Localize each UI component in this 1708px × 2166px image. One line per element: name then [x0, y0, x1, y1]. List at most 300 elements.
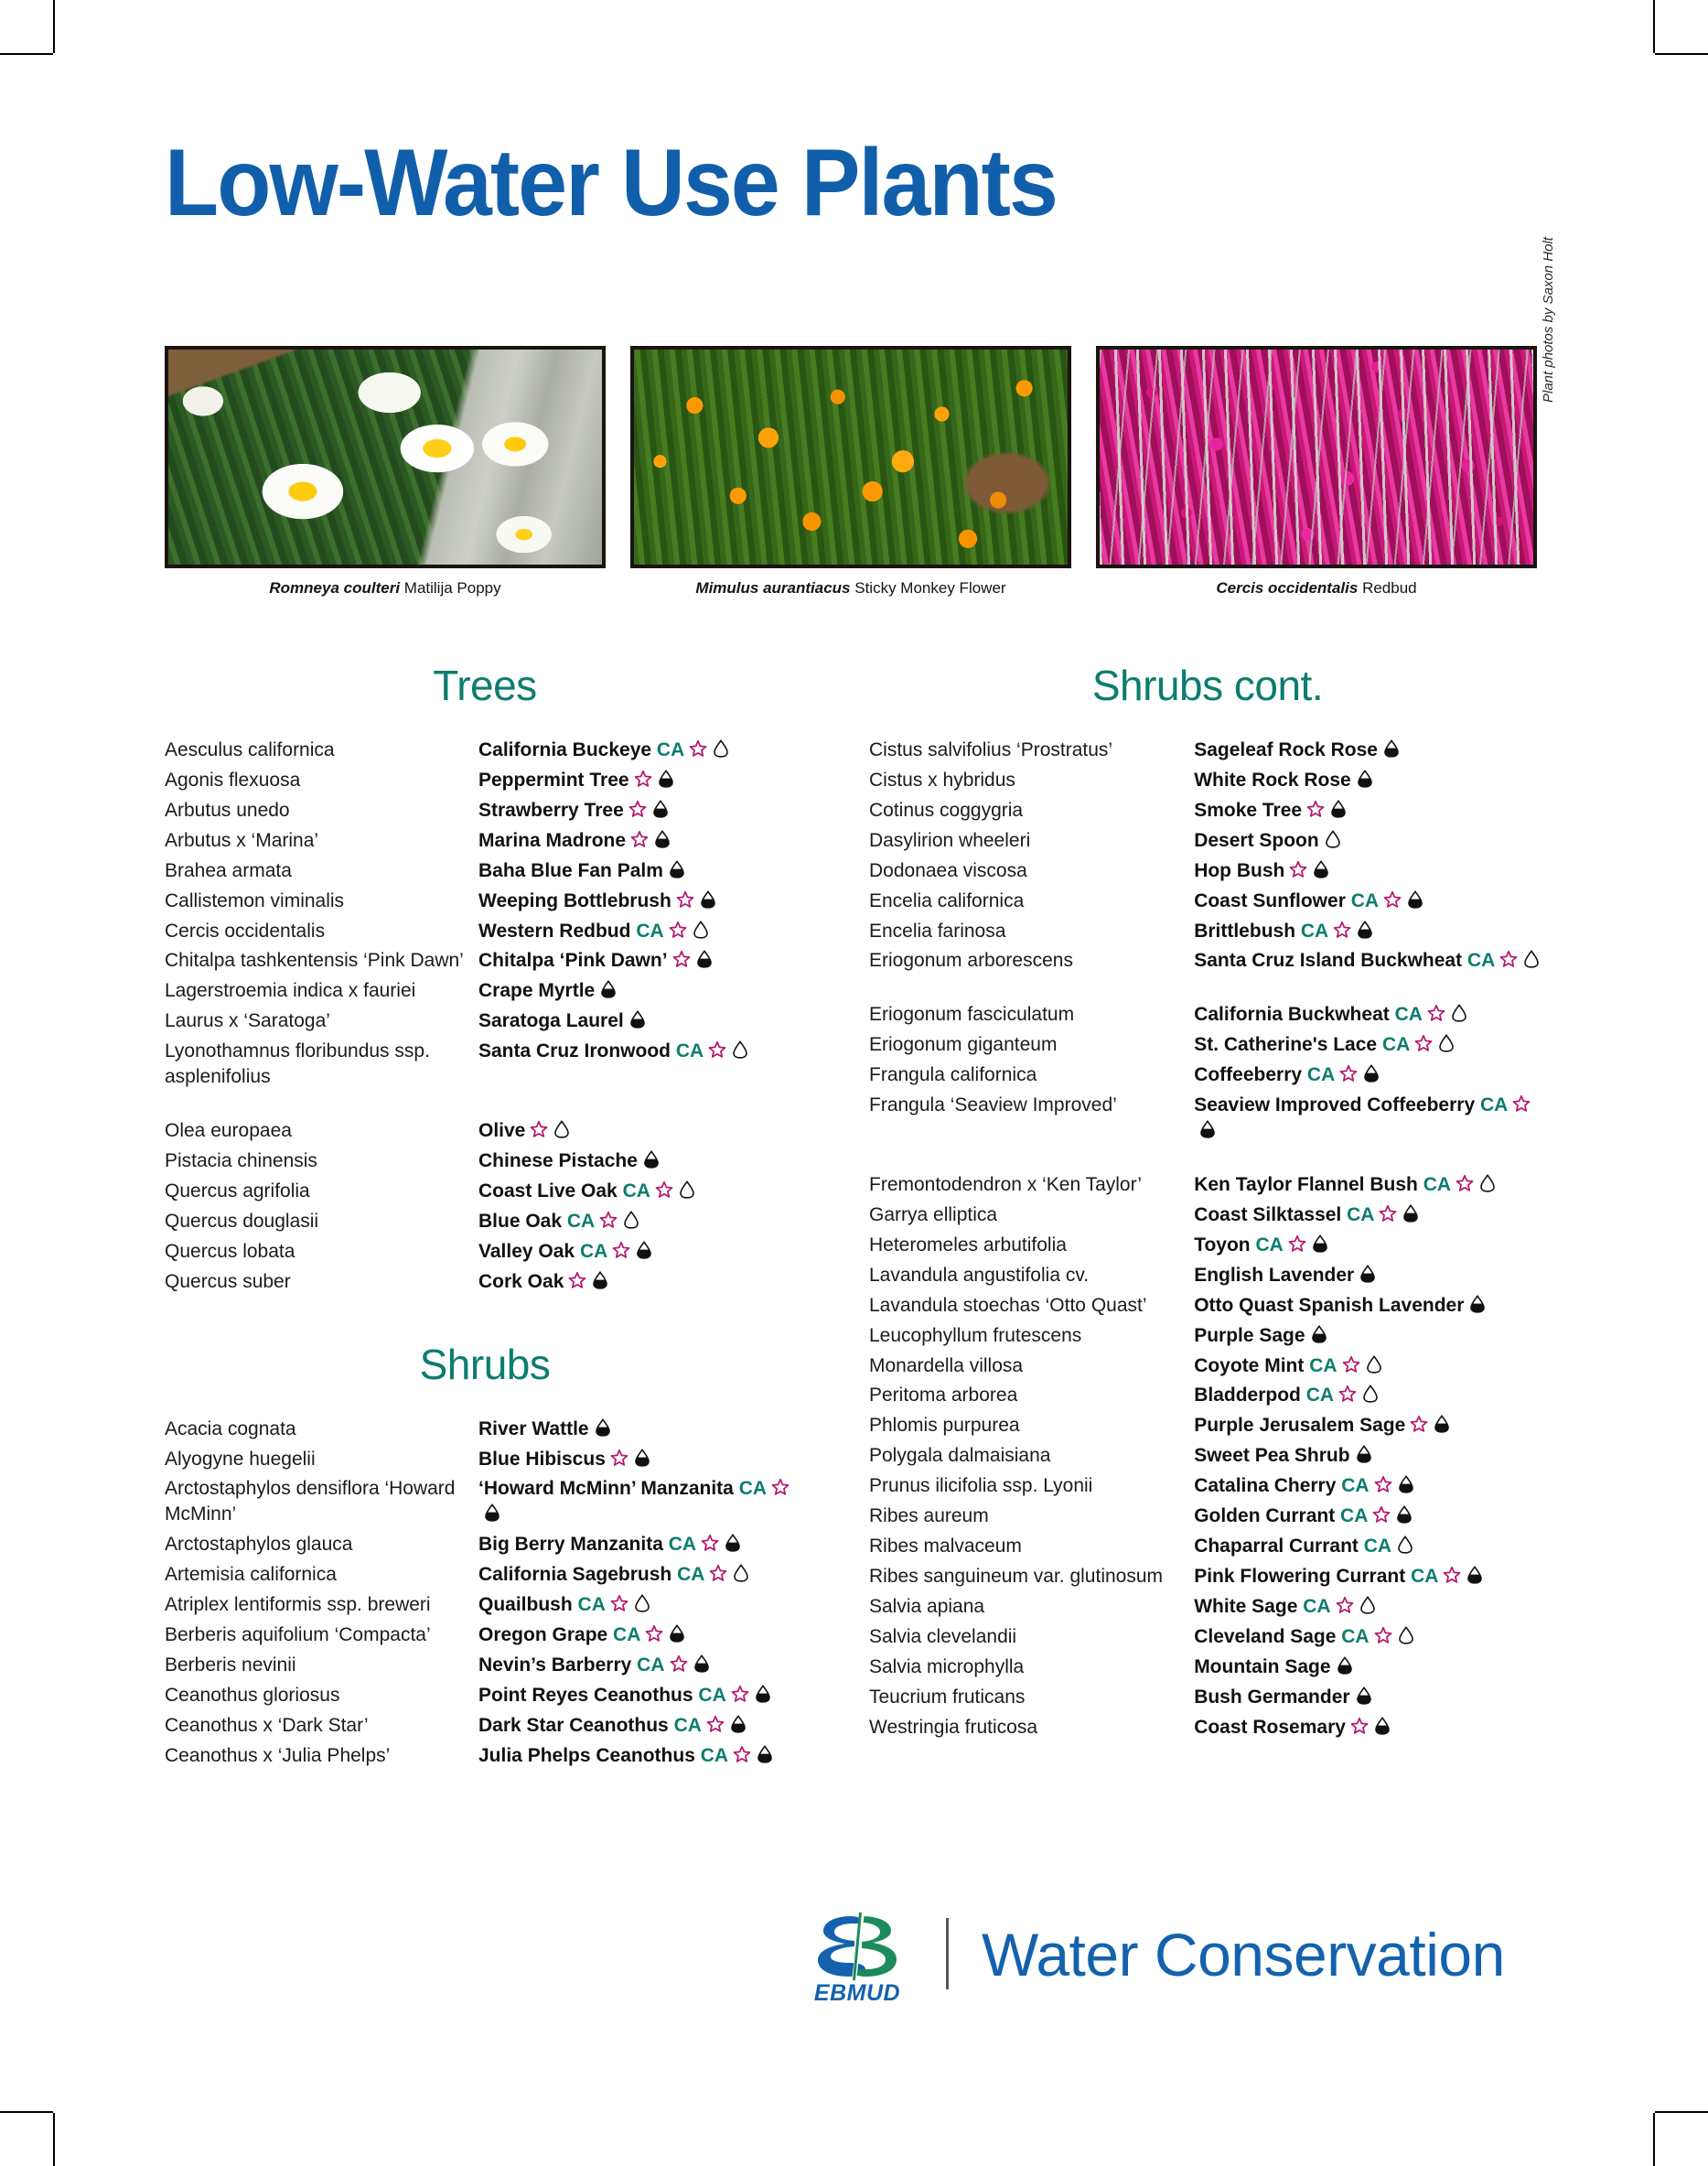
- common-name: Sweet Pea Shrub: [1194, 1445, 1350, 1467]
- common-name-cell: [478, 978, 805, 1008]
- table-row: [165, 738, 805, 768]
- table-row: [869, 738, 1546, 768]
- common-name: Mountain Sage: [1194, 1655, 1331, 1677]
- crop-mark-top-left-v: [53, 0, 55, 53]
- scientific-name: Alyogyne huegelii: [165, 1448, 316, 1470]
- common-name: Purple Jerusalem Sage: [1194, 1415, 1406, 1437]
- common-name-cell: [1194, 1715, 1546, 1745]
- common-name-cell: [478, 1713, 805, 1743]
- low-maintenance-star-icon: [1342, 1355, 1360, 1374]
- table-row: [869, 889, 1546, 919]
- water-drop-empty-icon: [633, 1594, 651, 1612]
- table-row: [165, 919, 805, 949]
- low-maintenance-star-icon: [645, 1624, 663, 1643]
- low-maintenance-star-icon: [1379, 1204, 1397, 1223]
- photo-caption-2-common: Sticky Monkey Flower: [854, 579, 1006, 597]
- ca-native-badge: CA: [579, 1240, 608, 1262]
- common-name-cell: [1194, 1594, 1546, 1624]
- common-name: Point Reyes Ceanothus: [478, 1684, 693, 1706]
- table-row: [869, 1685, 1546, 1715]
- scientific-name: Ribes aureum: [869, 1505, 989, 1527]
- low-maintenance-star-icon: [612, 1241, 630, 1259]
- common-name-cell: [1194, 1654, 1546, 1685]
- low-maintenance-star-icon: [706, 1715, 725, 1733]
- common-name-cell: [478, 1743, 805, 1773]
- ca-native-badge: CA: [1340, 1505, 1369, 1527]
- table-row: [869, 768, 1546, 798]
- common-name-cell: [478, 948, 805, 978]
- table-row: [165, 798, 805, 828]
- water-drop-half-icon: [1466, 1566, 1484, 1584]
- section-heading-shrubs: Shrubs: [419, 1340, 551, 1388]
- scientific-name: Fremontodendron x ‘Ken Taylor’: [869, 1173, 1143, 1195]
- common-name-cell: [1194, 1443, 1546, 1473]
- table-row: [869, 919, 1546, 949]
- table-row-spacer: [869, 978, 1546, 1002]
- scientific-name: Lagerstroemia indica x fauriei: [165, 980, 416, 1002]
- common-name: St. Catherine's Lace: [1194, 1034, 1378, 1056]
- low-maintenance-star-icon: [731, 1685, 749, 1703]
- ca-native-badge: CA: [1341, 1625, 1370, 1647]
- water-drop-half-icon: [1373, 1717, 1391, 1735]
- water-drop-half-icon: [1433, 1415, 1451, 1433]
- ca-native-badge: CA: [1255, 1234, 1284, 1255]
- common-name: Coyote Mint: [1194, 1354, 1305, 1376]
- ca-native-badge: CA: [1306, 1064, 1336, 1086]
- scientific-name: Olea europaea: [165, 1120, 292, 1142]
- scientific-name: Eriogonum fasciculatum: [869, 1004, 1075, 1026]
- table-row: [165, 1239, 805, 1269]
- photo-credit: Plant photos by Saxon Holt: [1541, 237, 1556, 403]
- table-row: [869, 1413, 1546, 1443]
- common-name: Saratoga Laurel: [478, 1010, 624, 1032]
- scientific-name: Pistacia chinensis: [165, 1149, 317, 1171]
- water-drop-half-icon: [668, 860, 686, 878]
- scientific-name: Polygala dalmaisiana: [869, 1445, 1051, 1467]
- common-name: Desert Spoon: [1194, 829, 1319, 851]
- table-row: [165, 1209, 805, 1239]
- common-name: Golden Currant: [1194, 1505, 1336, 1527]
- scientific-name: Chitalpa tashkentensis ‘Pink Dawn’: [165, 950, 464, 972]
- table-row: [165, 1562, 805, 1592]
- common-name: Baha Blue Fan Palm: [478, 859, 663, 881]
- common-name: Marina Madrone: [478, 829, 627, 851]
- low-maintenance-star-icon: [1456, 1174, 1474, 1192]
- common-name-cell: [478, 798, 805, 828]
- common-name: Brittlebush: [1194, 920, 1296, 942]
- low-maintenance-star-icon: [1288, 1234, 1306, 1253]
- photo-caption-2: [630, 579, 1071, 598]
- footer-tagline: Water Conservation: [982, 1921, 1505, 1988]
- common-name-cell: [478, 889, 805, 919]
- ca-native-badge: CA: [1423, 1173, 1452, 1195]
- low-maintenance-star-icon: [599, 1211, 618, 1229]
- water-drop-empty-icon: [1397, 1626, 1415, 1644]
- section-heading-trees: Trees: [433, 662, 537, 709]
- low-maintenance-star-icon: [771, 1478, 790, 1496]
- low-maintenance-star-icon: [672, 950, 691, 968]
- common-name: Blue Hibiscus: [478, 1448, 606, 1470]
- scientific-name: Arbutus x ‘Marina’: [165, 829, 319, 851]
- scientific-name: Quercus douglasii: [165, 1210, 319, 1232]
- low-maintenance-star-icon: [1410, 1415, 1428, 1433]
- photo-caption-2-sci: Mimulus aurantiacus: [695, 579, 851, 597]
- water-drop-empty-icon: [1396, 1536, 1414, 1554]
- table-row: [165, 1179, 805, 1209]
- scientific-name: Eriogonum arborescens: [869, 950, 1073, 972]
- water-drop-half-icon: [724, 1534, 742, 1552]
- table-row: [869, 1443, 1546, 1473]
- scientific-name: Cotinus coggygria: [869, 799, 1024, 821]
- common-name: Hop Bush: [1194, 859, 1285, 881]
- common-name: Coast Rosemary: [1194, 1716, 1346, 1738]
- common-name: Ken Taylor Flannel Bush: [1194, 1173, 1418, 1195]
- table-row: [165, 858, 805, 889]
- common-name-cell: [1194, 1685, 1546, 1715]
- scientific-name: Brahea armata: [165, 859, 292, 881]
- table-row: [165, 1592, 805, 1622]
- common-name-cell: [478, 1269, 805, 1299]
- common-name: Sageleaf Rock Rose: [1194, 739, 1378, 760]
- low-maintenance-star-icon: [1336, 1596, 1354, 1614]
- water-drop-empty-icon: [1478, 1174, 1497, 1192]
- ca-native-badge: CA: [677, 1564, 705, 1586]
- water-drop-empty-icon: [1437, 1034, 1456, 1052]
- table-row: [165, 1039, 805, 1094]
- table-row: [869, 1473, 1546, 1503]
- common-name-cell: [1194, 1032, 1546, 1062]
- ebmud-logo: [803, 1911, 911, 2013]
- water-drop-empty-icon: [1359, 1596, 1377, 1614]
- table-row: [869, 828, 1546, 858]
- common-name: Coffeeberry: [1194, 1064, 1303, 1086]
- ca-native-badge: CA: [1411, 1565, 1439, 1587]
- photo-caption-3-sci: Cercis occidentalis: [1216, 579, 1359, 597]
- table-row: [165, 1447, 805, 1477]
- common-name-cell: [1194, 1383, 1546, 1413]
- ca-native-badge: CA: [698, 1684, 726, 1706]
- table-row: [165, 1683, 805, 1713]
- low-maintenance-star-icon: [1350, 1717, 1369, 1735]
- scientific-name: Callistemon viminalis: [165, 889, 345, 911]
- left-column: [165, 664, 805, 1773]
- common-name: White Sage: [1194, 1595, 1298, 1617]
- table-row: [165, 1417, 805, 1447]
- common-name-cell: [478, 1622, 805, 1653]
- common-name: Chinese Pistache: [478, 1149, 638, 1171]
- scientific-name: Agonis flexuosa: [165, 769, 301, 791]
- table-row: [869, 948, 1546, 978]
- water-drop-half-icon: [754, 1685, 772, 1703]
- table-row: [165, 1622, 805, 1653]
- table-row: [869, 1353, 1546, 1384]
- low-maintenance-star-icon: [701, 1534, 719, 1552]
- table-row: [165, 1653, 805, 1683]
- photo-strip: [165, 346, 1537, 597]
- section-heading-shrubs-cont: Shrubs cont.: [1091, 662, 1324, 709]
- scientific-name: Leucophyllum frutescens: [869, 1324, 1082, 1346]
- water-drop-half-icon: [1356, 921, 1374, 939]
- common-name: Weeping Bottlebrush: [478, 889, 671, 911]
- scientific-name: Quercus agrifolia: [165, 1180, 310, 1202]
- low-maintenance-star-icon: [1427, 1004, 1445, 1022]
- common-name-cell: [478, 1592, 805, 1622]
- water-drop-half-icon: [1355, 1445, 1373, 1463]
- low-maintenance-star-icon: [1499, 950, 1518, 968]
- common-name: Cork Oak: [478, 1270, 564, 1292]
- ca-native-badge: CA: [1350, 889, 1380, 911]
- water-drop-half-icon: [1336, 1656, 1354, 1675]
- ca-native-badge: CA: [1466, 950, 1496, 972]
- water-drop-empty-icon: [1361, 1385, 1380, 1403]
- scientific-name: Lavandula stoechas ‘Otto Quast’: [869, 1294, 1147, 1316]
- table-row: [165, 948, 805, 978]
- scientific-name: Monardella villosa: [869, 1354, 1024, 1376]
- low-maintenance-star-icon: [630, 830, 649, 848]
- low-maintenance-star-icon: [568, 1271, 586, 1289]
- common-name-cell: [478, 828, 805, 858]
- common-name: Coast Silktassel: [1194, 1203, 1342, 1225]
- water-drop-half-icon: [591, 1271, 609, 1289]
- shrubs-table-body: [165, 1417, 805, 1773]
- common-name-cell: [1194, 1172, 1546, 1202]
- water-drop-half-icon: [1362, 1064, 1380, 1083]
- water-drop-half-icon: [668, 1624, 686, 1643]
- scientific-name: Ceanothus gloriosus: [165, 1684, 340, 1706]
- page-title: Low-Water Use Plants: [165, 130, 1057, 236]
- table-row: [165, 1269, 805, 1299]
- water-drop-empty-icon: [1522, 950, 1541, 968]
- common-name: Toyon: [1194, 1234, 1251, 1255]
- common-name-cell: [478, 1476, 805, 1532]
- ca-native-badge: CA: [1309, 1354, 1337, 1376]
- scientific-name: Phlomis purpurea: [869, 1415, 1020, 1437]
- water-drop-half-icon: [651, 800, 670, 818]
- water-drop-half-icon: [628, 1010, 647, 1029]
- low-maintenance-star-icon: [1339, 1064, 1358, 1083]
- common-name-cell: [478, 1532, 805, 1562]
- table-row: [165, 978, 805, 1008]
- low-maintenance-star-icon: [1338, 1385, 1357, 1403]
- crop-mark-top-right-v: [1653, 0, 1655, 53]
- common-name-cell: [478, 738, 805, 768]
- crop-mark-bottom-left-h: [0, 2111, 53, 2113]
- low-maintenance-star-icon: [1306, 800, 1325, 818]
- low-maintenance-star-icon: [610, 1594, 628, 1612]
- common-name-cell: [1194, 1473, 1546, 1503]
- water-drop-half-icon: [1397, 1475, 1415, 1493]
- common-name-cell: [1194, 1413, 1546, 1443]
- common-name-cell: [1194, 738, 1546, 768]
- water-drop-half-icon: [653, 830, 671, 848]
- table-row: [869, 1202, 1546, 1233]
- water-drop-half-icon: [695, 950, 714, 968]
- table-row: [165, 1476, 805, 1532]
- table-row: [869, 1062, 1546, 1093]
- common-name-cell: [478, 1039, 805, 1094]
- scientific-name: Salvia clevelandii: [869, 1625, 1017, 1647]
- common-name: California Buckwheat: [1194, 1004, 1390, 1026]
- common-name: California Sagebrush: [478, 1564, 672, 1586]
- common-name: Valley Oak: [478, 1240, 575, 1262]
- ca-native-badge: CA: [1347, 1203, 1375, 1225]
- scientific-name: Dodonaea viscosa: [869, 859, 1027, 881]
- water-drop-half-icon: [635, 1241, 653, 1259]
- water-drop-empty-icon: [712, 739, 730, 758]
- scientific-name: Acacia cognata: [165, 1417, 296, 1439]
- low-maintenance-star-icon: [1414, 1034, 1433, 1052]
- common-name-cell: [1194, 1062, 1546, 1093]
- table-row: [165, 1008, 805, 1039]
- low-maintenance-star-icon: [530, 1120, 548, 1138]
- table-row: [869, 1233, 1546, 1263]
- common-name-cell: [1194, 1503, 1546, 1534]
- common-name-cell: [1194, 798, 1546, 828]
- low-maintenance-star-icon: [670, 1654, 688, 1673]
- crop-mark-bottom-left-v: [53, 2113, 55, 2166]
- photo-caption-3: [1096, 579, 1537, 598]
- ca-native-badge: CA: [636, 920, 664, 942]
- scientific-name: Arctostaphylos densiflora ‘Howard McMinn’: [165, 1478, 456, 1525]
- trees-table: [165, 738, 805, 1299]
- common-name-cell: [1194, 858, 1546, 889]
- common-name-cell: [478, 1179, 805, 1209]
- scientific-name: Berberis aquifolium ‘Compacta’: [165, 1624, 431, 1646]
- scientific-name: Lyonothamnus floribundus ssp. asplenifolius: [165, 1040, 430, 1088]
- scientific-name: Encelia farinosa: [869, 920, 1006, 942]
- water-drop-empty-icon: [622, 1211, 640, 1229]
- water-drop-empty-icon: [692, 921, 710, 939]
- table-row: [165, 1713, 805, 1743]
- water-drop-half-icon: [1359, 1265, 1377, 1283]
- common-name-cell: [1194, 1323, 1546, 1353]
- table-row: [165, 1118, 805, 1148]
- water-drop-half-icon: [1382, 739, 1401, 758]
- photo-caption-1-common: Matilija Poppy: [403, 579, 501, 597]
- water-drop-half-icon: [1406, 890, 1424, 909]
- scientific-name: Salvia apiana: [869, 1595, 985, 1617]
- table-row: [869, 1002, 1546, 1032]
- common-name: Smoke Tree: [1194, 799, 1303, 821]
- photo-caption-3-common: Redbud: [1362, 579, 1417, 597]
- common-name: Coast Sunflower: [1194, 889, 1346, 911]
- low-maintenance-star-icon: [1512, 1094, 1531, 1113]
- scientific-name: Salvia microphylla: [869, 1655, 1025, 1677]
- common-name: Bush Germander: [1194, 1686, 1350, 1708]
- water-drop-empty-icon: [1324, 830, 1342, 848]
- water-drop-half-icon: [1355, 1686, 1373, 1705]
- water-drop-half-icon: [729, 1715, 747, 1733]
- table-row: [869, 1172, 1546, 1202]
- table-row: [165, 889, 805, 919]
- shrubs-cont-table: [869, 738, 1546, 1745]
- low-maintenance-star-icon: [689, 739, 707, 758]
- low-maintenance-star-icon: [1372, 1505, 1391, 1524]
- scientific-name: Peritoma arborea: [869, 1385, 1018, 1406]
- common-name: Chitalpa ‘Pink Dawn’: [478, 950, 668, 972]
- common-name: Catalina Cherry: [1194, 1475, 1337, 1497]
- common-name-cell: [478, 1447, 805, 1477]
- common-name: Santa Cruz Island Buckwheat: [1194, 950, 1463, 972]
- photo-caption-1: [165, 579, 606, 598]
- low-maintenance-star-icon: [628, 800, 647, 818]
- common-name-cell: [1194, 768, 1546, 798]
- scientific-name: Artemisia californica: [165, 1564, 337, 1586]
- low-maintenance-star-icon: [1289, 860, 1307, 878]
- common-name: River Wattle: [478, 1417, 589, 1439]
- common-name: Chaparral Currant: [1194, 1536, 1359, 1557]
- common-name-cell: [1194, 1093, 1546, 1148]
- scientific-name: Aesculus californica: [165, 739, 335, 760]
- common-name-cell: [478, 1239, 805, 1269]
- common-name-cell: [1194, 919, 1546, 949]
- common-name: Blue Oak: [478, 1210, 563, 1232]
- low-maintenance-star-icon: [709, 1564, 727, 1582]
- ca-native-badge: CA: [656, 739, 685, 760]
- scientific-name: Arctostaphylos glauca: [165, 1534, 353, 1556]
- low-maintenance-star-icon: [708, 1040, 726, 1059]
- water-drop-empty-icon: [553, 1120, 571, 1138]
- common-name: Bladderpod: [1194, 1385, 1301, 1406]
- common-name: Pink Flowering Currant: [1194, 1565, 1406, 1587]
- common-name-cell: [478, 1209, 805, 1239]
- common-name-cell: [1194, 1233, 1546, 1263]
- common-name-cell: [1194, 1293, 1546, 1323]
- ca-native-badge: CA: [566, 1210, 596, 1232]
- common-name: Olive: [478, 1120, 526, 1142]
- table-row: [165, 1743, 805, 1773]
- scientific-name: Encelia californica: [869, 889, 1025, 911]
- scientific-name: Cistus salvifolius ‘Prostratus’: [869, 739, 1113, 760]
- table-row: [869, 1594, 1546, 1624]
- scientific-name: Frangula californica: [869, 1064, 1037, 1086]
- water-drop-half-icon: [1311, 1234, 1329, 1253]
- table-row: [869, 1383, 1546, 1413]
- scientific-name: Cercis occidentalis: [165, 920, 326, 942]
- scientific-name: Prunus ilicifolia ssp. Lyonii: [869, 1475, 1093, 1497]
- ca-native-badge: CA: [1341, 1475, 1370, 1497]
- table-row: [869, 1503, 1546, 1534]
- right-column: [869, 664, 1546, 1745]
- water-drop-half-icon: [693, 1654, 711, 1673]
- water-drop-half-icon: [1310, 1325, 1328, 1343]
- low-maintenance-star-icon: [1443, 1566, 1461, 1584]
- scientific-name: Heteromeles arbutifolia: [869, 1234, 1067, 1255]
- table-row-spacer: [165, 1094, 805, 1118]
- common-name: ‘Howard McMinn’ Manzanita: [478, 1478, 734, 1500]
- common-name: Oregon Grape: [478, 1624, 608, 1646]
- scientific-name: Frangula ‘Seaview Improved’: [869, 1094, 1117, 1116]
- scientific-name: Garrya elliptica: [869, 1203, 998, 1225]
- water-drop-half-icon: [642, 1150, 661, 1169]
- common-name-cell: [1194, 1263, 1546, 1293]
- water-drop-half-icon: [1329, 800, 1348, 818]
- water-drop-half-icon: [756, 1745, 774, 1763]
- ebmud-logo-icon: [809, 1913, 904, 1980]
- common-name-cell: [478, 919, 805, 949]
- common-name: Western Redbud: [478, 920, 631, 942]
- table-row: [869, 1624, 1546, 1654]
- common-name: Cleveland Sage: [1194, 1625, 1337, 1647]
- ca-native-badge: CA: [637, 1654, 665, 1676]
- low-maintenance-star-icon: [669, 921, 687, 939]
- common-name-cell: [478, 1683, 805, 1713]
- table-row: [869, 858, 1546, 889]
- shrubs-cont-table-body: [869, 738, 1546, 1745]
- mimulus-aurantiacus-photo: [630, 346, 1071, 568]
- scientific-name: Quercus suber: [165, 1270, 291, 1292]
- table-row: [869, 1534, 1546, 1564]
